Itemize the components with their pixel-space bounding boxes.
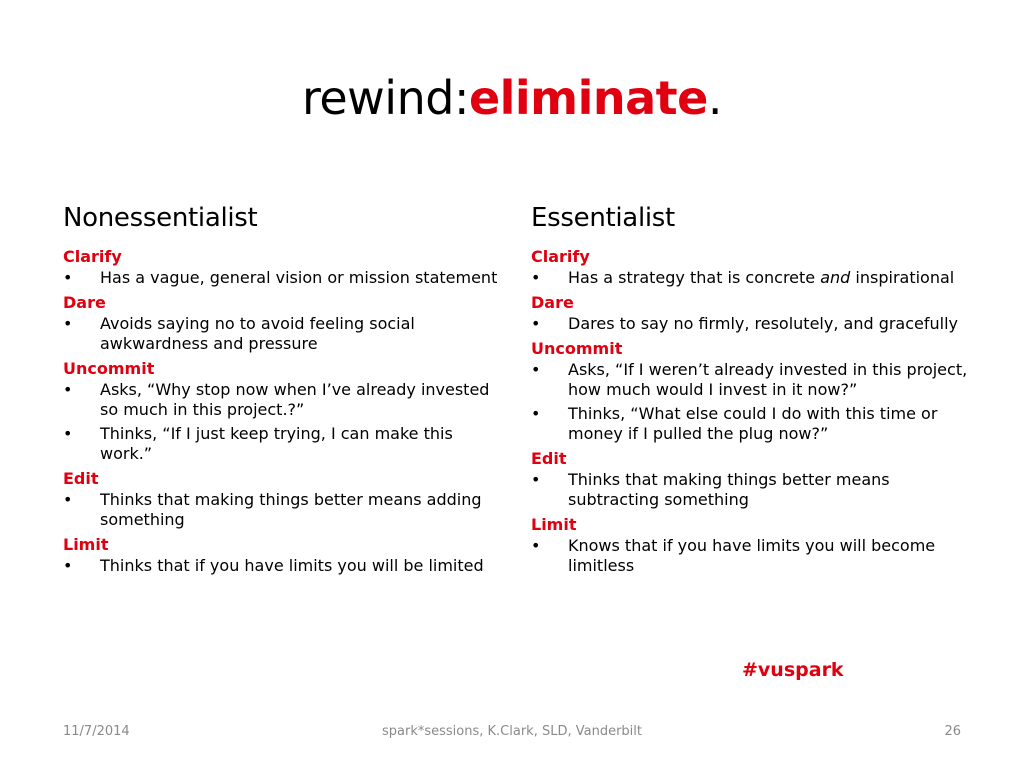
section-label-clarify: Clarify	[531, 247, 590, 266]
section-label-edit: Edit	[531, 449, 567, 468]
bullet: •	[63, 268, 73, 287]
list-item: • Asks, “If I weren’t already invested in this project, how much would I invest in it now?”	[531, 360, 968, 399]
list-item: • Knows that if you have limits you will become limitless	[531, 536, 936, 575]
list-item: • Thinks, “If I just keep trying, I can make this work.”	[63, 424, 453, 463]
nonessentialist-column	[63, 200, 503, 580]
bullet: •	[63, 490, 73, 509]
title-prefix: rewind:	[301, 71, 469, 125]
bullet: •	[531, 268, 541, 287]
list-item: • Dares to say no firmly, resolutely, and gracefully	[531, 314, 959, 333]
footer-credit: spark*sessions, K.Clark, SLD, Vanderbilt	[382, 724, 642, 739]
list-item: • Has a vague, general vision or mission statement	[63, 268, 498, 287]
bullet: •	[531, 314, 541, 333]
list-item: • Avoids saying no to avoid feeling social awkwardness and pressure	[63, 314, 415, 353]
column-heading: Essentialist	[531, 203, 675, 233]
section-label-clarify: Clarify	[63, 247, 122, 266]
section-label-edit: Edit	[63, 469, 99, 488]
list-item: • Thinks, “What else could I do with this time or money if I pulled the plug now?”	[531, 404, 938, 443]
page-number: 26	[944, 724, 961, 739]
hashtag: #vuspark	[742, 659, 844, 681]
essentialist-column	[531, 200, 971, 580]
section-label-limit: Limit	[531, 515, 577, 534]
list-item: • Thinks that making things better means adding something	[63, 490, 482, 529]
section-label-dare: Dare	[63, 293, 106, 312]
section-label-uncommit: Uncommit	[63, 359, 155, 378]
footer-date: 11/7/2014	[63, 724, 130, 739]
bullet: •	[63, 424, 73, 443]
column-heading: Nonessentialist	[63, 203, 258, 233]
bullet: •	[531, 404, 541, 423]
bullet: •	[531, 470, 541, 489]
bullet: •	[531, 360, 541, 379]
section-label-uncommit: Uncommit	[531, 339, 623, 358]
title-accent: eliminate	[468, 71, 708, 125]
section-label-limit: Limit	[63, 535, 109, 554]
list-item: • Thinks that if you have limits you will be limited	[63, 556, 484, 575]
list-item: • Asks, “Why stop now when I’ve already invested so much in this project.?”	[63, 380, 490, 419]
list-item: • Has a strategy that is concrete and inspirational	[531, 268, 955, 287]
slide-title	[0, 68, 1024, 128]
title-suffix: .	[707, 71, 722, 125]
bullet: •	[531, 536, 541, 555]
list-item: • Thinks that making things better means subtracting something	[531, 470, 890, 509]
bullet: •	[63, 314, 73, 333]
section-label-dare: Dare	[531, 293, 574, 312]
bullet: •	[63, 556, 73, 575]
bullet: •	[63, 380, 73, 399]
